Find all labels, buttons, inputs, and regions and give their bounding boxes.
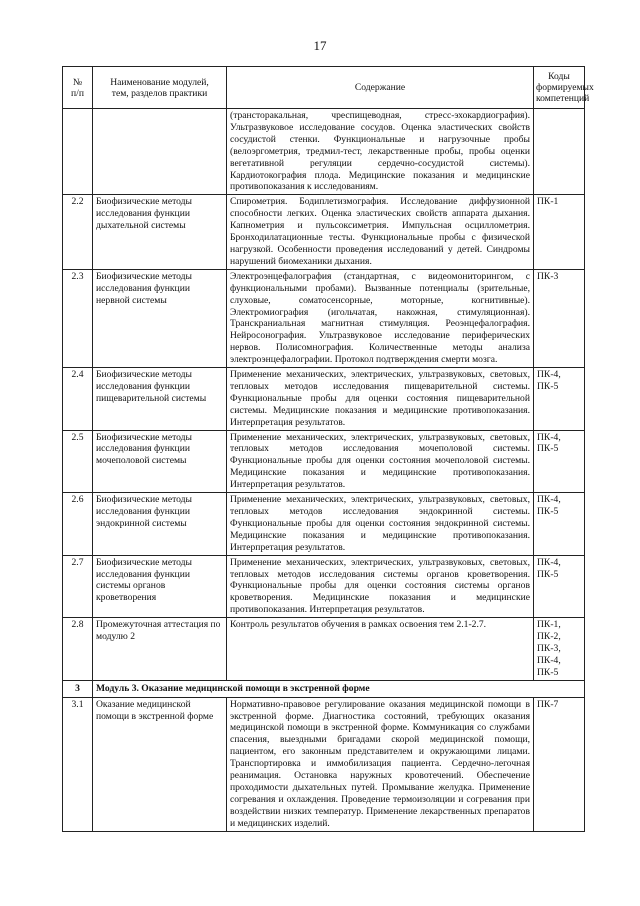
row-competence-codes: ПК-1	[534, 195, 585, 269]
row-content: Электроэнцефалография (стандартная, с видеомониторингом, с функциональными пробами). Вызванные потенциалы (зрительные, слуховые, соматосенсорные, моторные, когнитивные). Электромиография (игольчатая, накожная, стимуляционная). Транскраниальная магнитная стимуляция. Реоэнцефалография. Нейросонография. Ультразвуковое исследование периферических нервов. Полисомнография. Количественные методы анализа электроэнцефалографии. Протокол подтверждения смерти мозга.	[227, 269, 534, 367]
table-header-row	[63, 67, 585, 109]
module-number: 3	[63, 680, 93, 697]
header-competence-codes: Коды формируемых компетенций	[534, 67, 585, 109]
row-competence-codes: ПК-7	[534, 697, 585, 831]
row-topic-name: Промежуточная аттестация по модулю 2	[93, 618, 227, 681]
row-number: 3.1	[63, 697, 93, 831]
row-content: Применение механических, электрических, ультразвуковых, световых, тепловых методов исследования системы органов кроветворения. Функциональные пробы для оценки состояния системы органов кроветворения. Медицинские показания и медицинские противопоказания. Интерпретация результатов.	[227, 555, 534, 618]
row-topic-name	[93, 109, 227, 195]
row-content: Контроль результатов обучения в рамках освоения тем 2.1-2.7.	[227, 618, 534, 681]
row-number: 2.3	[63, 269, 93, 367]
row-competence-codes: ПК-4, ПК-5	[534, 493, 585, 556]
row-number: 2.6	[63, 493, 93, 556]
row-competence-codes	[534, 109, 585, 195]
row-number: 2.8	[63, 618, 93, 681]
row-topic-name: Биофизические методы исследования функции пищеварительной системы	[93, 368, 227, 431]
row-content: Применение механических, электрических, ультразвуковых, световых, тепловых методов исследования эндокринной системы. Функциональные пробы для оценки состояния эндокринной системы. Медицинские показания и медицинские противопоказания. Интерпретация результатов.	[227, 493, 534, 556]
row-competence-codes: ПК-1, ПК-2, ПК-3, ПК-4, ПК-5	[534, 618, 585, 681]
row-topic-name: Биофизические методы исследования функции системы органов кроветворения	[93, 555, 227, 618]
module-title: Модуль 3. Оказание медицинской помощи в экстренной форме	[93, 680, 585, 697]
row-number: 2.5	[63, 430, 93, 493]
row-number	[63, 109, 93, 195]
row-competence-codes: ПК-4, ПК-5	[534, 555, 585, 618]
row-content: Спирометрия. Бодиплетизмография. Исследование диффузионной способности легких. Оценка эластических свойств аппарата дыхания. Капнометрия и пульсоксиметрия. Импульсная осциллометрия. Бронходилатационные тесты. Функциональные пробы с физической нагрузкой. Особенности проведения исследований у детей. Синдромы нарушений биомеханики дыхания.	[227, 195, 534, 269]
row-competence-codes: ПК-4, ПК-5	[534, 368, 585, 431]
row-number: 2.7	[63, 555, 93, 618]
row-competence-codes: ПК-3	[534, 269, 585, 367]
table-row	[63, 269, 585, 367]
header-content: Содержание	[227, 67, 534, 109]
row-content: (трансторакальная, чреспищеводная, стресс-эхокардиография). Ультразвуковое исследование сосудов. Оценка эластических свойств сосудистой стенки. Функциональные и нагрузочные пробы (велоэргометрия, тредмил-тест, лекарственные пробы, пробы оценки вегетативной регуляции сердечно-сосудистой системы). Кардиотокография плода. Медицинские показания и медицинские противопоказания к исследованиям.	[227, 109, 534, 195]
table-row	[63, 618, 585, 681]
table-row	[63, 555, 585, 618]
row-topic-name: Оказание медицинской помощи в экстренной форме	[93, 697, 227, 831]
table-row	[63, 368, 585, 431]
page-number: 17	[313, 38, 327, 53]
row-content: Применение механических, электрических, ультразвуковых, световых, тепловых методов исследования мочеполовой системы. Функциональные пробы для оценки состояния мочеполовой системы. Медицинские показания и медицинские противопоказания. Интерпретация результатов.	[227, 430, 534, 493]
curriculum-table	[62, 66, 594, 832]
row-topic-name: Биофизические методы исследования функции нервной системы	[93, 269, 227, 367]
header-module-name: Наименование модулей, тем, разделов практики	[93, 67, 227, 109]
row-number: 2.4	[63, 368, 93, 431]
row-topic-name: Биофизические методы исследования функции эндокринной системы	[93, 493, 227, 556]
table-row	[63, 109, 585, 195]
row-content: Нормативно-правовое регулирование оказания медицинской помощи в экстренной форме. Диагностика состояний, требующих оказания медицинской помощи в экстренной форме. Коммуникация со службами спасения, выездными бригадами скорой медицинской помощи, пациентом, его законным представителем и окружающими лицами. Транспортировка и иммобилизация пациента. Сердечно-легочная реанимация. Остановка наружных кровотечений. Обеспечение проходимости дыхательных путей. Промывание желудка. Применение согревания и охлаждения. Проведение термоизоляции и согревания при воздействии низких температур. Применение лекарственных препаратов и медицинских изделий.	[227, 697, 534, 831]
module-row	[63, 680, 585, 697]
table-row	[63, 697, 585, 831]
header-number: № п/п	[63, 67, 93, 109]
row-content: Применение механических, электрических, ультразвуковых, световых, тепловых методов исследования пищеварительной системы. Функциональные пробы для оценки состояния пищеварительной системы. Медицинские показания и медицинские противопоказания. Интерпретация результатов.	[227, 368, 534, 431]
row-competence-codes: ПК-4, ПК-5	[534, 430, 585, 493]
row-topic-name: Биофизические методы исследования функции мочеполовой системы	[93, 430, 227, 493]
table-row	[63, 195, 585, 269]
table-row	[63, 493, 585, 556]
row-number: 2.2	[63, 195, 93, 269]
row-topic-name: Биофизические методы исследования функции дыхательной системы	[93, 195, 227, 269]
table-row	[63, 430, 585, 493]
